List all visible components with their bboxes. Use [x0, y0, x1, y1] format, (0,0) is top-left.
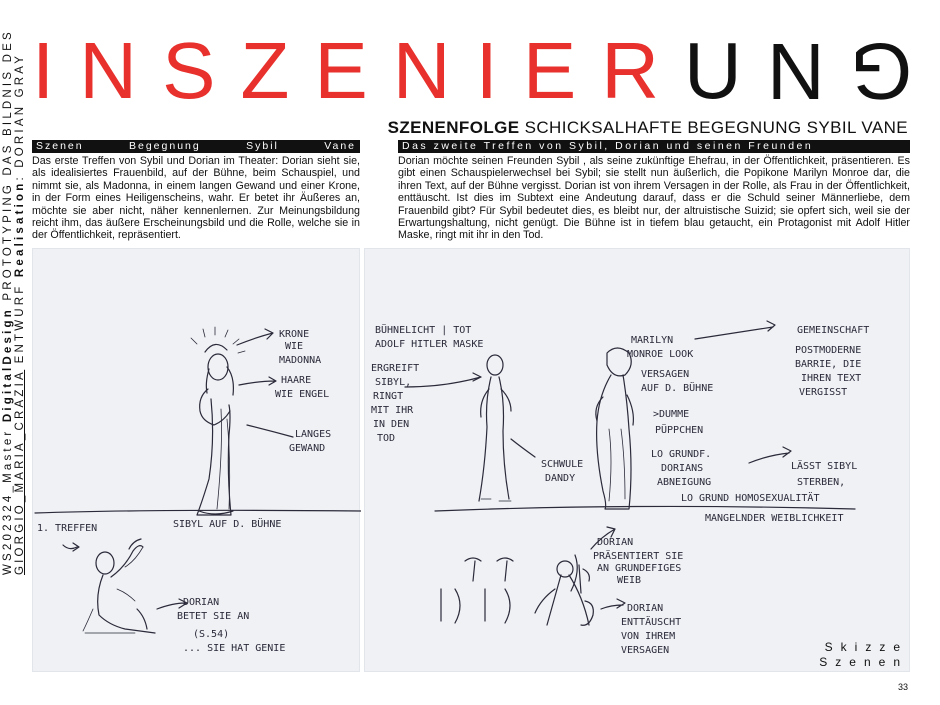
sketch-note: SCHWULE	[541, 459, 584, 470]
sketch-note: SIBYL,	[375, 377, 412, 388]
sketch-note: DORIANS	[661, 463, 704, 474]
title-letter: I	[475, 26, 498, 115]
sketch-note: ... SIE HAT GENIE	[183, 643, 286, 654]
title-letter: E	[522, 26, 577, 115]
title-letter: U	[684, 26, 742, 115]
spine-line-1: WS202324_Master DigitalDesign PROTOTYPING DAS BILDNIS DES	[2, 29, 14, 575]
sketch-note: WEIB	[617, 575, 642, 586]
left-column-header: Szenen Begegnung Sybil Vane	[32, 140, 360, 153]
sketch-note: IHREN TEXT	[801, 373, 862, 384]
title-letter-flipped: G	[849, 27, 912, 116]
sketch-note: ERGREIFT	[371, 363, 420, 374]
sketch-note: AN GRUNDEFIGES	[597, 563, 682, 574]
sketch-note: WIE	[285, 341, 304, 352]
sketch-note: MONROE LOOK	[627, 349, 694, 360]
sketch-note: 1. TREFFEN	[37, 523, 98, 534]
title-letter: S	[162, 26, 216, 115]
sketch-note: LANGES	[295, 429, 332, 440]
sketch-note: VERGISST	[799, 387, 848, 398]
sketch-panel-right	[364, 248, 910, 672]
sketch-note: MIT IHR	[371, 405, 414, 416]
sketch-note: BETET SIE AN	[177, 611, 250, 622]
sketch-note: RINGT	[373, 391, 404, 402]
sketch-note: ADOLF HITLER MASKE	[375, 339, 484, 350]
sketch-note: STERBEN,	[797, 477, 846, 488]
title-letter: E	[314, 26, 368, 115]
subtitle: SZENENFOLGE SCHICKSALHAFTE BEGEGNUNG SYBIL VANE	[387, 118, 908, 137]
sketch-note: (S.54)	[193, 629, 230, 640]
right-column-header: Das zweite Treffen von Sybil, Dorian und seinen Freunden	[398, 140, 910, 153]
title-letter: Z	[240, 26, 290, 115]
sketch-note: GEMEINSCHAFT	[797, 325, 870, 336]
kneeling-dorian-sketch	[83, 539, 155, 633]
masked-protagonist-sketch	[479, 355, 511, 501]
sketch-note: HAARE	[281, 375, 312, 386]
sketch-note: POSTMODERNE	[795, 345, 862, 356]
sketch-note: KRONE	[279, 329, 310, 340]
title-letter: R	[601, 26, 660, 115]
sketch-note: PRÄSENTIERT SIE	[593, 551, 684, 562]
sketch-note: MARILYN	[631, 335, 674, 346]
sketch-note: BÜHNELICHT | TOT	[375, 325, 472, 336]
sketch-note: DANDY	[545, 473, 576, 484]
title-letter: N	[392, 26, 451, 115]
sketch-note: GEWAND	[289, 443, 326, 454]
sketch-note: VERSAGEN	[641, 369, 690, 380]
sketch-note: ABNEIGUNG	[657, 477, 712, 488]
sketch-note: MANGELNDER WEIBLICHKEIT	[705, 513, 844, 524]
page-number: 33	[897, 682, 908, 692]
title-letter-flipped: N	[766, 27, 825, 116]
sketch-note: VERSAGEN	[621, 645, 670, 656]
sketch-note: SIBYL AUF D. BÜHNE	[173, 519, 282, 530]
sketch-note: DORIAN	[597, 537, 634, 548]
page-title	[32, 26, 912, 116]
sketch-caption: Skizze Szenen	[819, 640, 908, 669]
sketch-note: PÜPPCHEN	[655, 425, 704, 436]
sketch-note: DORIAN	[627, 603, 664, 614]
sketch-note: LO GRUNDF.	[651, 449, 712, 460]
sketch-note: TOD	[377, 433, 396, 444]
sketch-drawing-right	[365, 249, 911, 673]
sketch-note: WIE ENGEL	[275, 389, 330, 400]
marilyn-figure-sketch	[596, 348, 634, 509]
madonna-figure-sketch	[191, 327, 245, 515]
sketch-note: VON IHREM	[621, 631, 676, 642]
vertical-spine-title	[0, 0, 26, 705]
sketch-note: AUF D. BÜHNE	[641, 383, 714, 394]
left-column-text: Das erste Treffen von Sybil und Dorian im Theater: Dorian sieht sie, als idealisiertes Frauenbild, auf der Bühne, beim Schauspiel, und nimmt sie, als Madonna, in einem langen Gewand und einer Krone, in der Form eines Heiligenscheins, wahr. Er betet ihr Äußeres an, möchte sie aber nicht, näher kennenlernen. Zur Meinungsbildung reicht ihm, das äußere Erscheinungsbild und die Rolle, welche sie in der Öffentlichkeit, repräsentiert.	[32, 155, 360, 242]
title-letter: I	[32, 26, 55, 115]
title-letter: N	[79, 26, 138, 115]
sketch-note: ENTTÄUSCHT	[621, 617, 682, 628]
sketch-drawing-left	[33, 249, 361, 673]
spine-line-2: GIORGIO_MARIA_CRAZIA ENTWURF Realisation: DORIAN GRAY	[14, 52, 26, 575]
spotlight-scene-sketch	[441, 555, 593, 625]
sketch-note: LÄSST SIBYL	[791, 461, 858, 472]
sketch-note: >DUMME	[653, 409, 690, 420]
sketch-panel-left	[32, 248, 360, 672]
right-column-text: Dorian möchte seinen Freunden Sybil , als seine zukünftige Ehefrau, in der Öffentlichkeit, präsentieren. Es gibt einen Schauspielerwechsel bei Sybil; sie stellt nun äußerlich, die Popikone Marilyn Monroe dar, die ihren Text, auf der Bühne vergisst. Dorian ist von ihrem Versagen in der Rolle, als Frau in der Öffentlichkeit, enttäuscht. Ist dies im Subtext eine Andeutung darauf, dass er die Schuld seiner Männerliebe, dem Frauenbild gibt? Für Sybil bedeutet dies, es bleibt nur, der altruistische Suizid; sie opfert sich, weil sie der Erwartungshaltung, nicht genügt. Die Bühne ist in tiefem blau getaucht, ein Protagonist mit Adolf Hitler Maske, ringt mit ihr in den Tod.	[398, 155, 910, 242]
sketch-note: MADONNA	[279, 355, 322, 366]
sketch-note: LO GRUND HOMOSEXUALITÄT	[681, 493, 820, 504]
sketch-note: IN DEN	[373, 419, 410, 430]
sketch-note: BARRIE, DIE	[795, 359, 862, 370]
sketch-note: DORIAN	[183, 597, 220, 608]
